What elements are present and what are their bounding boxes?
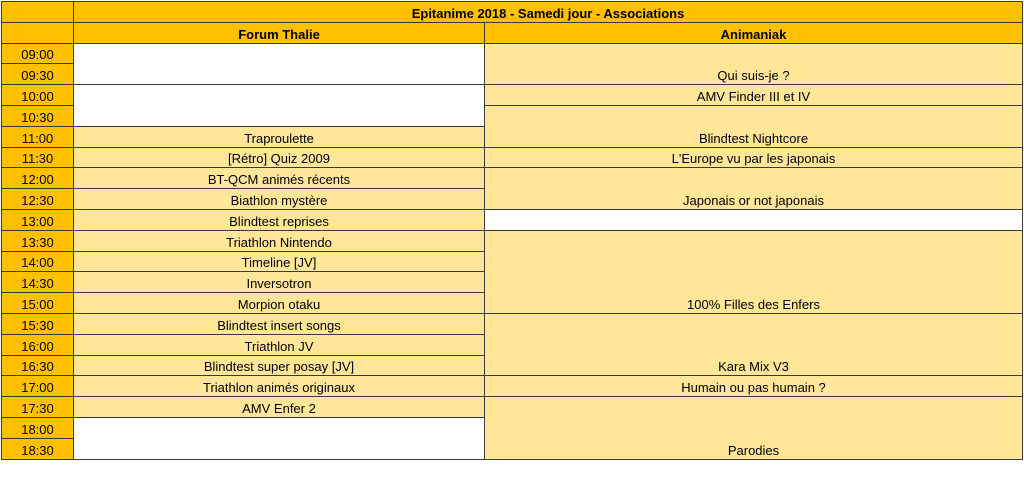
column-header-animaniak: Animaniak	[485, 22, 1023, 43]
event-cell: Triathlon Nintendo	[74, 230, 485, 251]
corner-cell	[2, 2, 74, 23]
event-cell-empty	[485, 209, 1023, 230]
event-cell: Triathlon animés originaux	[74, 376, 485, 397]
time-label: 18:00	[2, 417, 74, 438]
schedule-table	[1, 1, 1023, 460]
event-cell: L'Europe vu par les japonais	[485, 147, 1023, 168]
event-cell: 100% Filles des Enfers	[485, 230, 1023, 313]
time-label: 16:00	[2, 334, 74, 355]
event-cell-empty	[74, 417, 485, 459]
event-cell: Inversotron	[74, 272, 485, 293]
time-label: 17:00	[2, 376, 74, 397]
event-cell: Triathlon JV	[74, 334, 485, 355]
event-cell: Blindtest Nightcore	[485, 105, 1023, 147]
time-label: 18:30	[2, 438, 74, 459]
time-label: 16:30	[2, 355, 74, 376]
time-label: 10:30	[2, 105, 74, 126]
time-label: 10:00	[2, 85, 74, 106]
event-cell: Morpion otaku	[74, 293, 485, 314]
event-cell: Biathlon mystère	[74, 189, 485, 210]
event-cell: [Rétro] Quiz 2009	[74, 147, 485, 168]
time-label: 13:30	[2, 230, 74, 251]
time-label: 11:00	[2, 126, 74, 147]
event-cell: Traproulette	[74, 126, 485, 147]
event-cell-empty	[74, 85, 485, 127]
time-label: 15:30	[2, 313, 74, 334]
column-header-forum-thalie: Forum Thalie	[74, 22, 485, 43]
event-cell: Humain ou pas humain ?	[485, 376, 1023, 397]
event-cell: Blindtest reprises	[74, 209, 485, 230]
schedule-title: Epitanime 2018 - Samedi jour - Associations	[74, 2, 1023, 23]
time-label: 09:30	[2, 64, 74, 85]
time-label: 13:00	[2, 209, 74, 230]
event-cell: Parodies	[485, 397, 1023, 459]
time-label: 12:30	[2, 189, 74, 210]
event-cell: Timeline [JV]	[74, 251, 485, 272]
event-cell: Japonais or not japonais	[485, 168, 1023, 210]
event-cell-empty	[74, 43, 485, 85]
time-label: 14:00	[2, 251, 74, 272]
event-cell: BT-QCM animés récents	[74, 168, 485, 189]
time-label: 09:00	[2, 43, 74, 64]
event-cell: Kara Mix V3	[485, 313, 1023, 375]
time-label: 12:00	[2, 168, 74, 189]
time-label: 11:30	[2, 147, 74, 168]
time-label: 15:00	[2, 293, 74, 314]
event-cell: AMV Finder III et IV	[485, 85, 1023, 106]
event-cell: Blindtest insert songs	[74, 313, 485, 334]
time-label: 14:30	[2, 272, 74, 293]
event-cell: AMV Enfer 2	[74, 397, 485, 418]
event-cell: Qui suis-je ?	[485, 43, 1023, 85]
corner-cell	[2, 22, 74, 43]
event-cell: Blindtest super posay [JV]	[74, 355, 485, 376]
time-label: 17:30	[2, 397, 74, 418]
